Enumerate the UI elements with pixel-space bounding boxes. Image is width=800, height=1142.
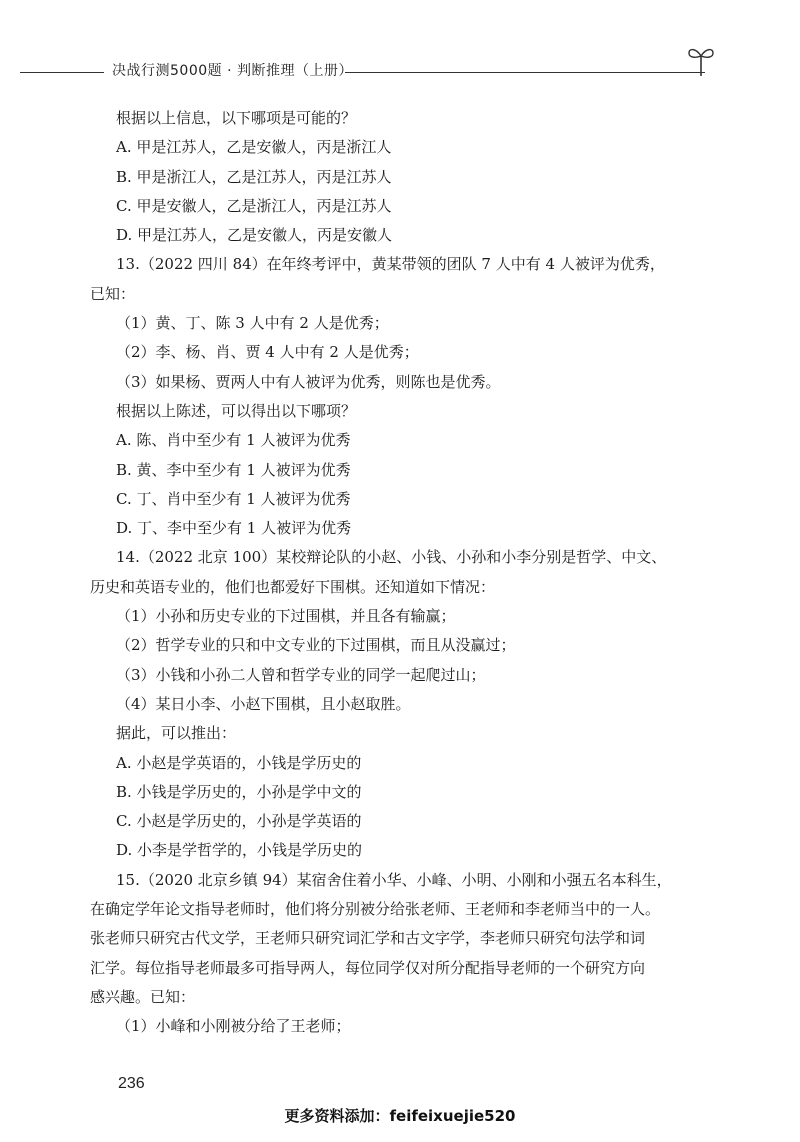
q14-prompt: 据此，可以推出： [116, 724, 237, 743]
q14-stem-line-2: 历史和英语专业的，他们也都爱好下围棋。还知道如下情况： [90, 577, 496, 596]
page-header [0, 56, 800, 86]
q12-option-d: D. 甲是江苏人，乙是安徽人，丙是安徽人 [116, 226, 393, 245]
q14-condition-3: （3）小钱和小孙二人曾和哲学专业的同学一起爬过山； [116, 665, 486, 684]
q13-prompt: 根据以上陈述，可以得出以下哪项？ [116, 401, 357, 420]
q14-option-b: B. 小钱是学历史的，小孙是学中文的 [116, 782, 362, 801]
page-number: 236 [118, 1075, 145, 1092]
sprout-icon [686, 42, 716, 78]
q14-condition-1: （1）小孙和历史专业的下过围棋，并且各有输赢； [116, 607, 456, 626]
q15-stem-line-5: 感兴趣。已知： [90, 987, 196, 1006]
page-content [90, 104, 716, 1042]
q12-option-a: A. 甲是江苏人，乙是安徽人，丙是浙江人 [116, 138, 392, 157]
q12-option-b: B. 甲是浙江人，乙是江苏人，丙是江苏人 [116, 167, 392, 186]
q15-condition-1: （1）小峰和小刚被分给了王老师； [116, 1017, 351, 1036]
q13-condition-2: （2）李、杨、肖、贾 4 人中有 2 人是优秀； [116, 343, 419, 362]
q13-option-b: B. 黄、李中至少有 1 人被评为优秀 [116, 460, 351, 479]
q14-option-c: C. 小赵是学历史的，小孙是学英语的 [116, 812, 362, 831]
q13-option-c: C. 丁、肖中至少有 1 人被评为优秀 [116, 489, 351, 508]
q14-condition-2: （2）哲学专业的只和中文专业的下过围棋，而且从没赢过； [116, 636, 516, 655]
header-rule-right [345, 72, 705, 73]
q15-stem-line-2: 在确定学年论文指导老师时，他们将分别被分给张老师、王老师和李老师当中的一人。 [90, 900, 661, 919]
q15-stem-line-3: 张老师只研究古代文学，王老师只研究词汇学和古文字学，李老师只研究句法学和词 [90, 929, 646, 948]
q14-condition-4: （4）某日小李、小赵下围棋，且小赵取胜。 [116, 694, 411, 713]
q12-prompt: 根据以上信息，以下哪项是可能的？ [116, 109, 357, 127]
q14-stem-line-1: 14.（2022 北京 100）某校辩论队的小赵、小钱、小孙和小李分别是哲学、中文、 [116, 548, 667, 567]
header-title: 决战行测5000题 · 判断推理（上册） [112, 63, 353, 79]
header-rule-left [20, 72, 104, 73]
footer-note: 更多资料添加：feifeixuejie520 [284, 1107, 516, 1125]
q13-option-d: D. 丁、李中至少有 1 人被评为优秀 [116, 519, 352, 538]
q14-option-a: A. 小赵是学英语的，小钱是学历史的 [116, 753, 362, 772]
q13-condition-1: （1）黄、丁、陈 3 人中有 2 人是优秀； [116, 314, 389, 333]
q13-condition-3: （3）如果杨、贾两人中有人被评为优秀，则陈也是优秀。 [116, 372, 501, 391]
q13-stem-line-1: 13.（2022 四川 84）在年终考评中，黄某带领的团队 7 人中有 4 人被评为优秀， [116, 255, 665, 274]
q13-option-a: A. 陈、肖中至少有 1 人被评为优秀 [116, 431, 351, 450]
q15-stem-line-4: 汇学。每位指导老师最多可指导两人，每位同学仅对所分配指导老师的一个研究方向 [90, 958, 646, 977]
q14-option-d: D. 小李是学哲学的，小钱是学历史的 [116, 841, 363, 860]
q15-stem-line-1: 15.（2020 北京乡镇 94）某宿舍住着小华、小峰、小明、小刚和小强五名本科生， [116, 870, 672, 889]
q13-stem-line-2: 已知： [90, 284, 136, 303]
q12-option-c: C. 甲是安徽人，乙是浙江人，丙是江苏人 [116, 196, 392, 215]
